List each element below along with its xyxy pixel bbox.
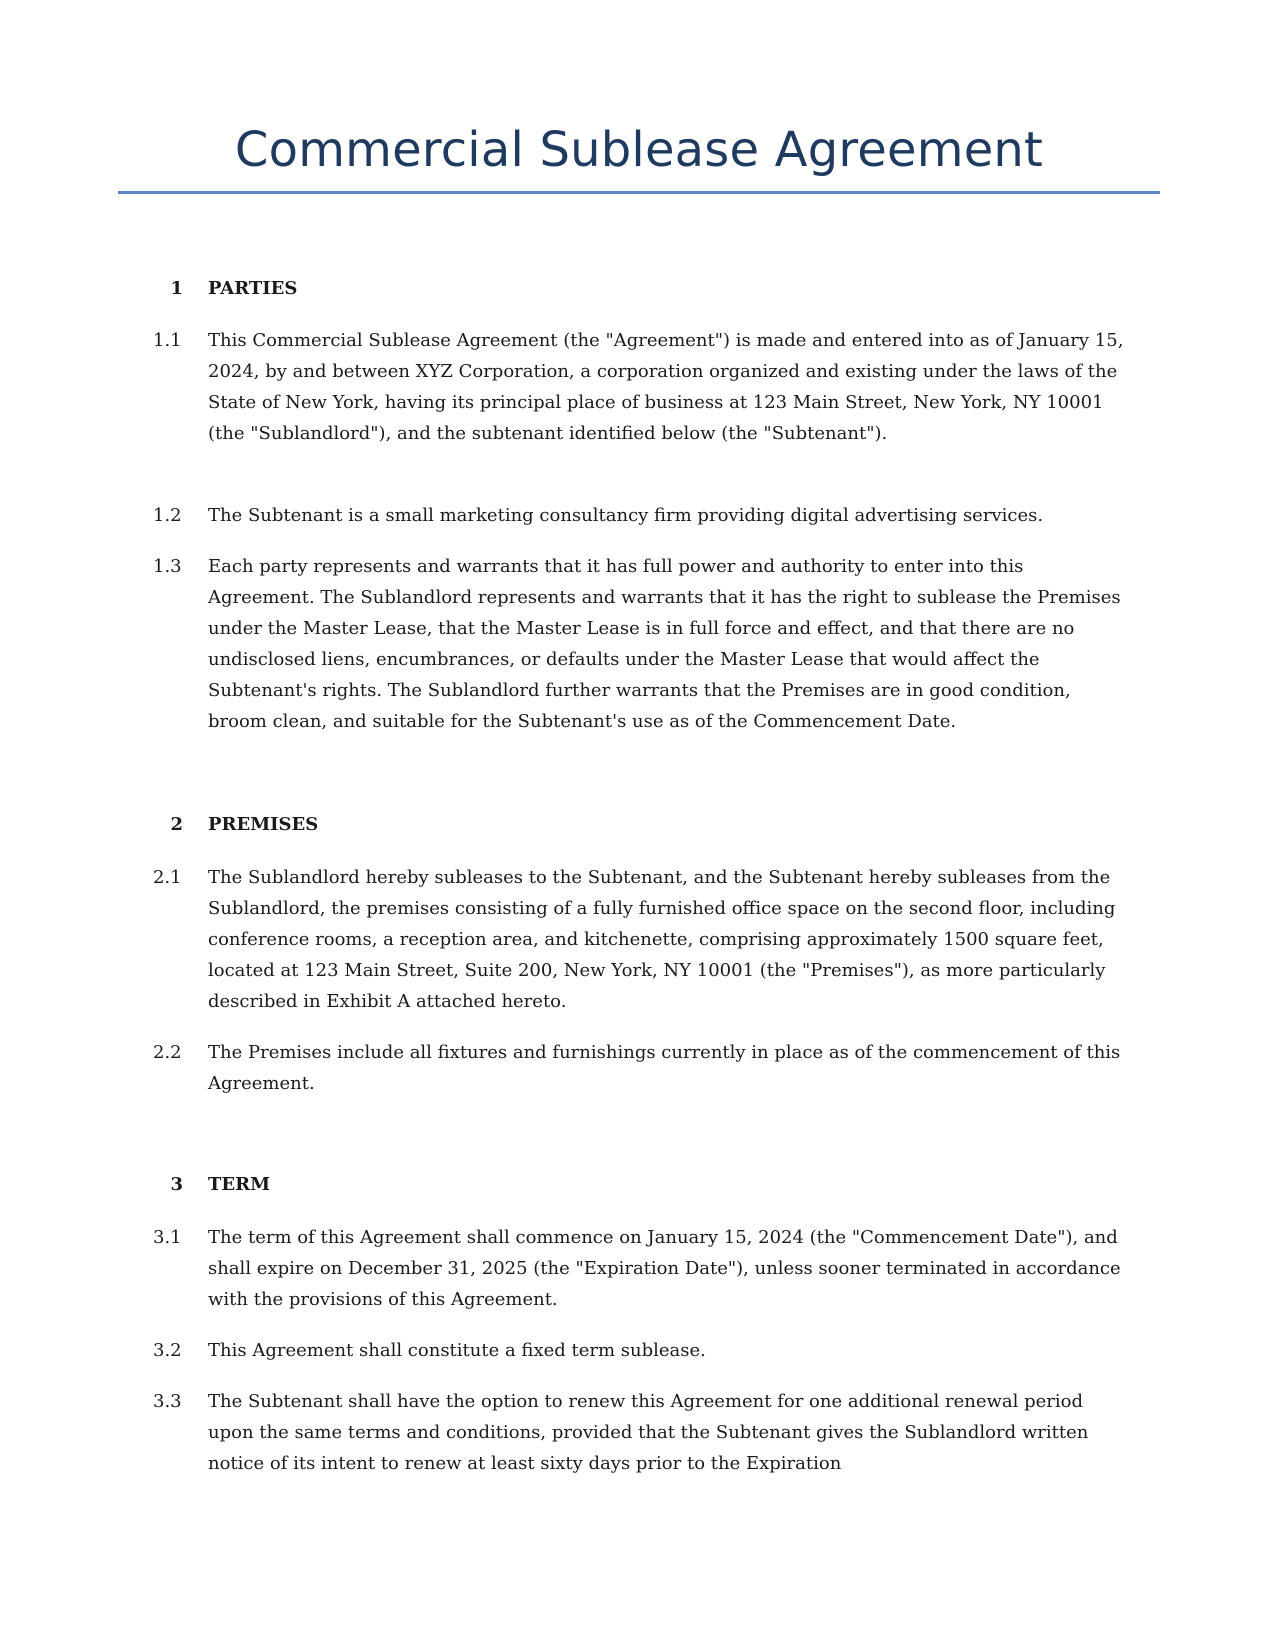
clause-number: 3.3 [153,1391,182,1412]
clause-text: Each party represents and warrants that it has full power and authority to enter into this Agreement. The Sublandlord represents and warrants that it has the right to sublease the Premises under the Master Lease, that the Master Lease is in full force and effect, and that there are no undisclosed liens, encumbrances, or defaults under the Master Lease that would affect the Subtenant's rights. The Sublandlord further warrants that the Premises are in good condition, broom clean, and suitable for the Subtenant's use as of the Commencement Date. [208,556,1121,732]
clause-number: 2.2 [153,1042,182,1063]
clause-text: The Subtenant is a small marketing consultancy firm providing digital advertising services. [208,505,1044,526]
clause-number: 1.2 [153,505,182,526]
clause-number: 2.1 [153,867,182,888]
document-title: Commercial Sublease Agreement [234,122,1044,178]
clause-text: This Agreement shall constitute a fixed term sublease. [208,1340,706,1361]
clause-number: 3.1 [153,1227,182,1248]
clause-number: 3.2 [153,1340,182,1361]
section-title: PREMISES [208,814,319,835]
clause-number: 1.3 [153,556,182,577]
clause-text: The term of this Agreement shall commence on January 15, 2024 (the "Commencement Date"), and shall expire on December 31, 2025 (the "Expiration Date"), unless sooner terminated in accordance with the provisions of this Agreement. [208,1227,1121,1310]
clause-text: The Subtenant shall have the option to renew this Agreement for one additional renewal period upon the same terms and conditions, provided that the Subtenant gives the Sublandlord written notice of its intent to renew at least sixty days prior to the Expiration [208,1391,1089,1474]
section-number: 3 [170,1174,183,1195]
section-title: PARTIES [208,278,298,299]
clause-text: The Premises include all fixtures and furnishings currently in place as of the commencement of this Agreement. [208,1042,1121,1094]
section-number: 2 [170,814,183,835]
title-underline [118,191,1160,194]
section-title: TERM [208,1174,270,1195]
section-number: 1 [170,278,183,299]
clause-text: This Commercial Sublease Agreement (the "Agreement") is made and entered into as of January 15, 2024, by and between XYZ Corporation, a corporation organized and existing under the laws of the State of New York, having its principal place of business at 123 Main Street, New York, NY 10001 (the "Sublandlord"), and the subtenant identified below (the "Subtenant"). [208,330,1124,444]
clause-text: The Sublandlord hereby subleases to the Subtenant, and the Subtenant hereby subleases from the Sublandlord, the premises consisting of a fully furnished office space on the second floor, including conference rooms, a reception area, and kitchenette, comprising approximately 1500 square feet, located at 123 Main Street, Suite 200, New York, NY 10001 (the "Premises"), as more particularly described in Exhibit A attached hereto. [208,867,1116,1012]
clause-number: 1.1 [153,330,182,351]
